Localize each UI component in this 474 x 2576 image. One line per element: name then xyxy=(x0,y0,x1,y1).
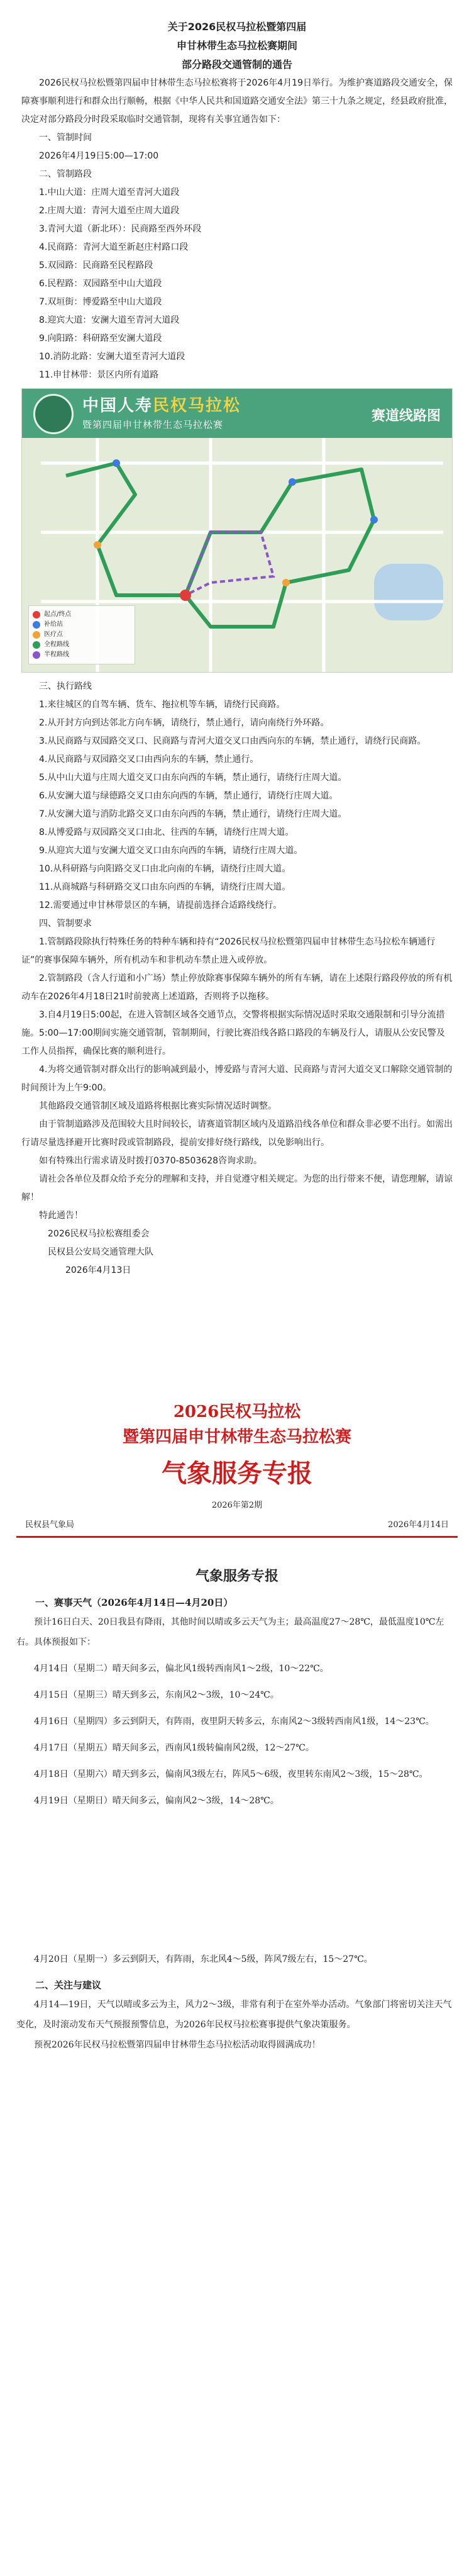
notice-title-line-3: 部分路段交通管制的通告 xyxy=(181,59,292,70)
closing-line: 特此通告！ xyxy=(39,1211,83,1221)
advice-item: 4月14—19日，天气以晴或多云为主，风力2～3级，非常有利于在室外举办活动。气象部门将密切关注天气变化，及时滚动发布天气预报预警信息，为2026年民权马拉松赛事提供气象决策服务。 xyxy=(16,2000,452,2030)
supply-marker xyxy=(370,516,378,524)
notice-title-line-1: 关于2026民权马拉松暨第四届 xyxy=(167,21,307,33)
road-item: 4.民商路：青河大道至新赵庄村路口段 xyxy=(39,242,189,252)
signature-police: 民权县公安局交通管理大队 xyxy=(48,1247,153,1257)
road-item: 2.庄周大道：青河大道至庄周大道段 xyxy=(39,206,180,216)
route-map xyxy=(21,388,453,673)
legend-label: 全程路线 xyxy=(44,641,69,648)
notice-title-line-2: 申甘林带生态马拉松赛期间 xyxy=(176,40,297,52)
detour-item: 8.从博爱路与双园路交叉口由北、往西的车辆，请绕行庄周大道。 xyxy=(39,827,294,837)
road-item: 7.双垣街：博爱路至中山大道段 xyxy=(39,297,162,307)
daily-forecast-item: 4月18日（星期六）晴天到多云，偏南风3级左右，阵风5～6级，夜里转东南风2～3级，15～28℃。 xyxy=(34,1769,428,1779)
closing-paragraph: 其他路段交通管制区域及道路将根据比赛实际情况适时调整。 xyxy=(39,1101,277,1111)
detour-item: 9.从迎宾大道与安澜大道交叉口由东向西的车辆，请绕行庄周大道。 xyxy=(39,846,303,856)
legend-swatch-icon xyxy=(33,631,40,639)
red-divider xyxy=(16,1536,458,1538)
requirement-item: 3.自4月19日5:00起，在进入管制区域各交通节点，交警将根据实际情况适时采取交通限制和引导分流措施。5:00—17:00期间实施交通管制，管制期间，行驶比赛沿线各路口路段的车辆及行人，请服从公安民警及工作人员指挥，确保比赛的顺利进行。 xyxy=(21,1010,445,1056)
legend-entry xyxy=(33,610,131,620)
map-route-label: 赛道线路图 xyxy=(371,408,441,424)
masthead-line-1: 2026民权马拉松 xyxy=(173,1403,301,1421)
road-item: 6.民程路：双园路至中山大道段 xyxy=(39,279,162,289)
marathon-logo-icon xyxy=(33,394,74,434)
legend-swatch-icon xyxy=(33,641,40,649)
medical-marker xyxy=(94,541,101,549)
detour-item: 10.从科研路与向阳路交叉口由北向南的车辆，请绕行庄周大道。 xyxy=(39,864,291,874)
weather-bulletin xyxy=(0,1399,474,2055)
closing-paragraph: 如有特殊出行需求请及时拨打0370-8503628咨询求助。 xyxy=(39,1156,263,1166)
legend-label: 医疗点 xyxy=(44,631,63,638)
section-requirements-heading: 四、管制要求 xyxy=(39,919,92,929)
publish-date: 2026年4月14日 xyxy=(388,1520,449,1530)
legend-label: 起点/终点 xyxy=(44,611,72,618)
weather-summary: 预计16日白天、20日我县有降雨，其他时间以晴或多云天气为主；最高温度27～28℃，最低温度10℃左右。具体预报如下： xyxy=(16,1617,444,1647)
daily-forecast-item: 4月14日（星期二）晴天间多云，偏北风1级转西南风1～2级，10～22℃。 xyxy=(34,1664,329,1674)
bulletin-meta xyxy=(16,1518,458,1530)
road-item: 1.中山大道：庄周大道至青河大道段 xyxy=(39,188,180,198)
detour-item: 3.从民商路与双园路交叉口、民商路与青河大道交叉口由西向东的车辆，禁止通行，请绕行民商路。 xyxy=(39,736,426,746)
legend-entry xyxy=(33,630,131,640)
medical-marker xyxy=(282,579,290,586)
daily-forecast-item: 4月15日（星期三）晴天到多云，东南风2～3级，10～24℃。 xyxy=(34,1690,279,1700)
masthead-line-3: 气象服务专报 xyxy=(162,1459,312,1488)
detour-item: 5.从中山大道与庄周大道交叉口由东向西的车辆，禁止通行，请绕行庄周大道。 xyxy=(39,773,347,783)
lake-shape xyxy=(374,564,443,620)
map-brand-a: 民权马拉松 xyxy=(153,396,241,415)
map-brand xyxy=(82,393,241,416)
detour-list xyxy=(21,696,453,915)
start-finish-marker xyxy=(180,590,191,601)
legend-swatch-icon xyxy=(33,621,40,629)
requirement-list xyxy=(21,933,453,1097)
detour-item: 12.需要通过申甘林带景区的车辆，请提前选择合适路线绕行。 xyxy=(39,900,282,910)
legend-swatch-icon xyxy=(33,651,40,659)
detour-item: 6.从安澜大道与绿德路交叉口由东向西的车辆，禁止通行，请绕行庄周大道。 xyxy=(39,791,338,801)
section-roads-heading: 二、管制路段 xyxy=(39,169,92,179)
masthead-line-2: 暨第四届申甘林带生态马拉松赛 xyxy=(122,1428,351,1447)
road-item: 5.双园路：民商路至民程路段 xyxy=(39,260,153,271)
page-break-space xyxy=(16,1811,458,1943)
road-list xyxy=(21,184,453,384)
advice-item: 预祝2026年民权马拉松暨第四届申甘林带生态马拉松活动取得圆满成功！ xyxy=(34,2040,321,2050)
detour-item: 1.来往城区的自驾车辆、货车、拖拉机等车辆，请绕行民商路。 xyxy=(39,700,285,710)
requirement-item: 2.管制路段（含人行道和小广场）禁止停放除赛事保障车辆外的所有车辆，请在上述限行路段停放的所有机动车在2026年4月18日21时前驶离上述道路，否则将予以拖移。 xyxy=(21,973,453,1002)
issue-number: 2026年第2期 xyxy=(211,1501,263,1510)
daily-forecast-list xyxy=(16,1659,458,1969)
closing-paragraph: 由于管制道路涉及范围较大且时间较长，请赛道管制区域内及道路沿线各单位和群众非必要不出行。如需出行请尽量选择避开比赛时段或管制路段，提前安排好绕行路线，以免影响出行。 xyxy=(21,1119,453,1148)
notice-date: 2026年4月13日 xyxy=(65,1265,131,1275)
bulletin-masthead xyxy=(16,1399,458,1494)
daily-forecast-item: 4月17日（星期五）晴天间多云，西南风1级转偏南风2级，12～27℃。 xyxy=(34,1743,314,1753)
road-item: 9.向阳路：科研路至安澜大道段 xyxy=(39,333,162,344)
legend-label: 补给站 xyxy=(44,621,63,628)
notice-intro: 2026民权马拉松暨第四届申甘林带生态马拉松赛将于2026年4月19日举行。为维护赛道路段交通安全，保障赛事顺利进行和群众出行顺畅，根据《中华人民共和国道路交通安全法》第三十九条之规定，经县政府批准，决定对部分路段分时段采取临时交通管制，现将有关事宜通告如下： xyxy=(21,78,453,125)
road-item: 11.申甘林带：景区内所有道路 xyxy=(39,370,159,380)
detour-item: 7.从安澜大道与消防北路交叉口由东向西的车辆，禁止通行，请绕行庄周大道。 xyxy=(39,809,347,819)
road-item: 8.迎宾大道：安澜大道至青河大道段 xyxy=(39,315,180,325)
advice-section-heading: 二、关注与建议 xyxy=(35,1980,102,1991)
detour-item: 11.从商城路与科研路交叉口由东向西的车辆，请绕行庄周大道。 xyxy=(39,882,291,892)
legend-label: 半程路线 xyxy=(44,651,69,658)
map-legend xyxy=(28,605,135,664)
daily-forecast-item: 4月19日（星期日）晴天间多云，偏南风2～3级，14～28℃。 xyxy=(34,1796,279,1806)
legend-swatch-icon xyxy=(33,611,40,619)
supply-marker xyxy=(289,478,296,486)
traffic-notice xyxy=(0,0,474,1280)
supply-marker xyxy=(113,459,120,467)
section-time-heading: 一、管制时间 xyxy=(39,133,92,143)
weather-section-heading: 一、赛事天气（2026年4月14日—4月20日） xyxy=(35,1597,233,1608)
issuing-agency: 民权县气象局 xyxy=(25,1520,75,1530)
road-item: 3.青河大道（新北环）：民商路至西外环段 xyxy=(39,224,202,234)
map-subtitle: 暨第四届申甘林带生态马拉松赛 xyxy=(82,419,224,430)
daily-forecast-item: 4月20日（星期一）多云到阴天，有阵雨，东北风4～5级，阵风7级左右，15～27℃。 xyxy=(34,1954,373,1964)
section-routes-heading: 三、执行路线 xyxy=(39,681,92,692)
legend-entry xyxy=(33,650,131,660)
signature-organizer: 2026民权马拉松赛组委会 xyxy=(48,1229,150,1239)
daily-forecast-item: 4月16日（星期四）多云到阴天，有阵雨，夜里阴天转多云，东南风2～3级转西南风1级，14～23℃。 xyxy=(34,1716,434,1727)
map-brand-b: 中国人寿 xyxy=(82,396,153,415)
legend-entry xyxy=(33,620,131,630)
closing-paragraphs xyxy=(21,1097,453,1207)
detour-item: 2.从开封方向到达邻北方向车辆，请绕行，禁止通行，请向南绕行外环路。 xyxy=(39,718,329,728)
road-item: 10.消防北路：安澜大道至青河大道段 xyxy=(39,352,185,362)
map-banner xyxy=(22,389,452,438)
bulletin-title: 气象服务专报 xyxy=(195,1568,278,1584)
closing-paragraph: 请社会各单位及群众给予充分的理解和支持，并自觉遵守相关规定。为您的出行带来不便，请您理解，请谅解！ xyxy=(21,1174,453,1202)
advice-list xyxy=(16,1995,458,2055)
control-time: 2026年4月19日5:00—17:00 xyxy=(39,151,159,161)
detour-item: 4.从民商路与双园路交叉口由西向东的车辆，禁止通行。 xyxy=(39,754,259,764)
legend-entry xyxy=(33,640,131,650)
requirement-item: 1.管制路段除执行特殊任务的特种车辆和持有“2026民权马拉松暨第四届申甘林带生态马拉松车辆通行证”的赛事保障车辆外，所有机动车和非机动车禁止进入或停放。 xyxy=(21,937,436,965)
requirement-item: 4.为将交通管制对群众出行的影响减到最小，博爱路与青河大道、民商路与青河大道交叉口解除交通管制的时间预计为上午9:00。 xyxy=(21,1065,453,1093)
